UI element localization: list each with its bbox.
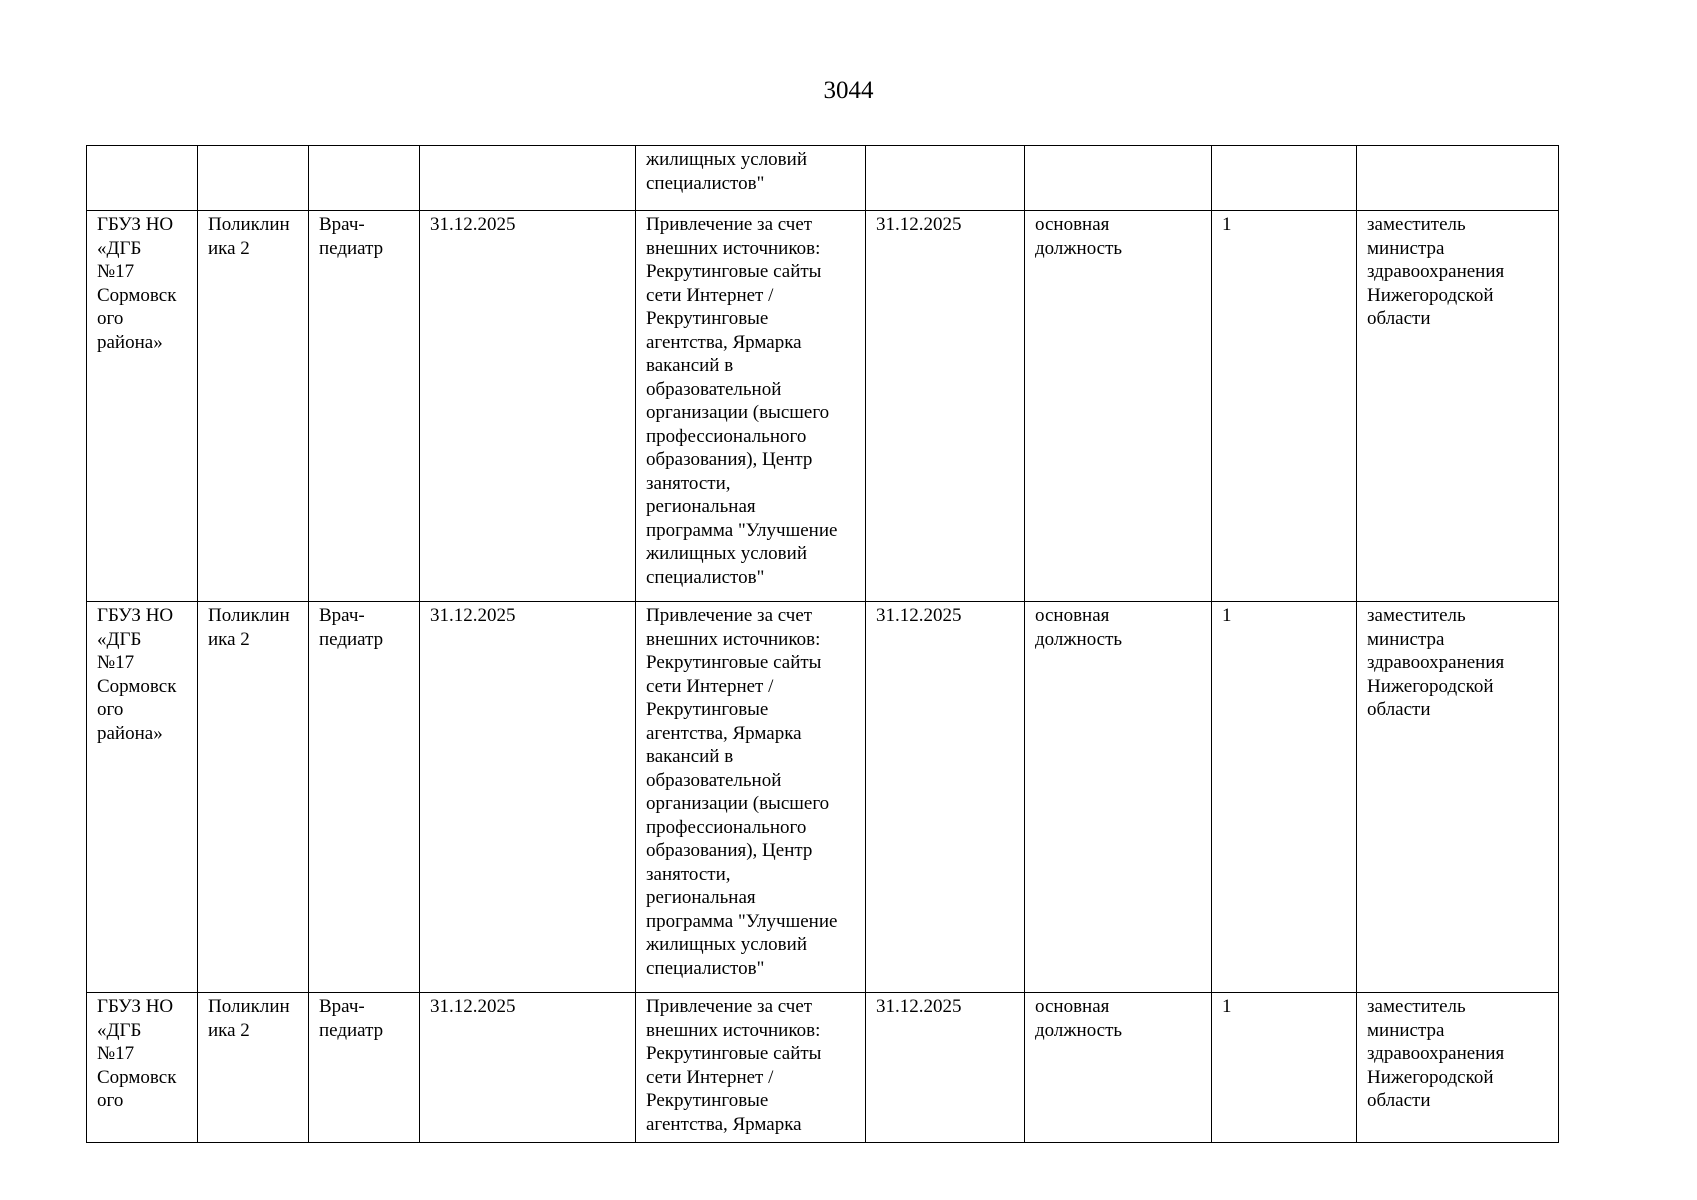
cell-position-type xyxy=(1025,146,1212,211)
cell-position xyxy=(309,146,420,211)
cell-org: ГБУЗ НО «ДГБ №17 Сормовск ого xyxy=(87,993,198,1143)
table-row xyxy=(87,602,1559,993)
cell-method: Привлечение за счет внешних источников: Рекрутинговые сайты сети Интернет / Рекрутинговые агентства, Ярмарка вакансий в образовательной организации (высшего профессионального образования), Центр занятости, региональная программа "Улучшение жилищных условий специалистов" xyxy=(636,211,866,602)
staffing-table xyxy=(86,145,1559,1143)
table-row xyxy=(87,211,1559,602)
cell-org xyxy=(87,146,198,211)
cell-division: Поликлин ика 2 xyxy=(198,211,309,602)
cell-date-2: 31.12.2025 xyxy=(866,602,1025,993)
cell-date-1: 31.12.2025 xyxy=(420,602,636,993)
cell-responsible: заместитель министра здравоохранения Нижегородской области xyxy=(1357,211,1559,602)
cell-date-1: 31.12.2025 xyxy=(420,211,636,602)
cell-responsible: заместитель министра здравоохранения Нижегородской области xyxy=(1357,993,1559,1143)
cell-method: Привлечение за счет внешних источников: Рекрутинговые сайты сети Интернет / Рекрутинговые агентства, Ярмарка xyxy=(636,993,866,1143)
cell-date-2: 31.12.2025 xyxy=(866,211,1025,602)
table-row xyxy=(87,146,1559,211)
cell-org: ГБУЗ НО «ДГБ №17 Сормовск ого района» xyxy=(87,602,198,993)
cell-division: Поликлин ика 2 xyxy=(198,602,309,993)
cell-count: 1 xyxy=(1212,993,1357,1143)
cell-position: Врач- педиатр xyxy=(309,993,420,1143)
cell-position: Врач- педиатр xyxy=(309,211,420,602)
cell-position-type: основная должность xyxy=(1025,993,1212,1143)
cell-division xyxy=(198,146,309,211)
cell-responsible: заместитель министра здравоохранения Нижегородской области xyxy=(1357,602,1559,993)
cell-method: жилищных условий специалистов" xyxy=(636,146,866,211)
cell-count: 1 xyxy=(1212,602,1357,993)
table-row xyxy=(87,993,1559,1143)
cell-position: Врач- педиатр xyxy=(309,602,420,993)
cell-date-2 xyxy=(866,146,1025,211)
cell-position-type: основная должность xyxy=(1025,211,1212,602)
cell-count: 1 xyxy=(1212,211,1357,602)
cell-date-2: 31.12.2025 xyxy=(866,993,1025,1143)
cell-org: ГБУЗ НО «ДГБ №17 Сормовск ого района» xyxy=(87,211,198,602)
cell-date-1 xyxy=(420,146,636,211)
cell-position-type: основная должность xyxy=(1025,602,1212,993)
page-number: 3044 xyxy=(823,77,874,104)
cell-division: Поликлин ика 2 xyxy=(198,993,309,1143)
cell-count xyxy=(1212,146,1357,211)
cell-responsible xyxy=(1357,146,1559,211)
cell-method: Привлечение за счет внешних источников: Рекрутинговые сайты сети Интернет / Рекрутинговые агентства, Ярмарка вакансий в образовательной организации (высшего профессионального образования), Центр занятости, региональная программа "Улучшение жилищных условий специалистов" xyxy=(636,602,866,993)
cell-date-1: 31.12.2025 xyxy=(420,993,636,1143)
